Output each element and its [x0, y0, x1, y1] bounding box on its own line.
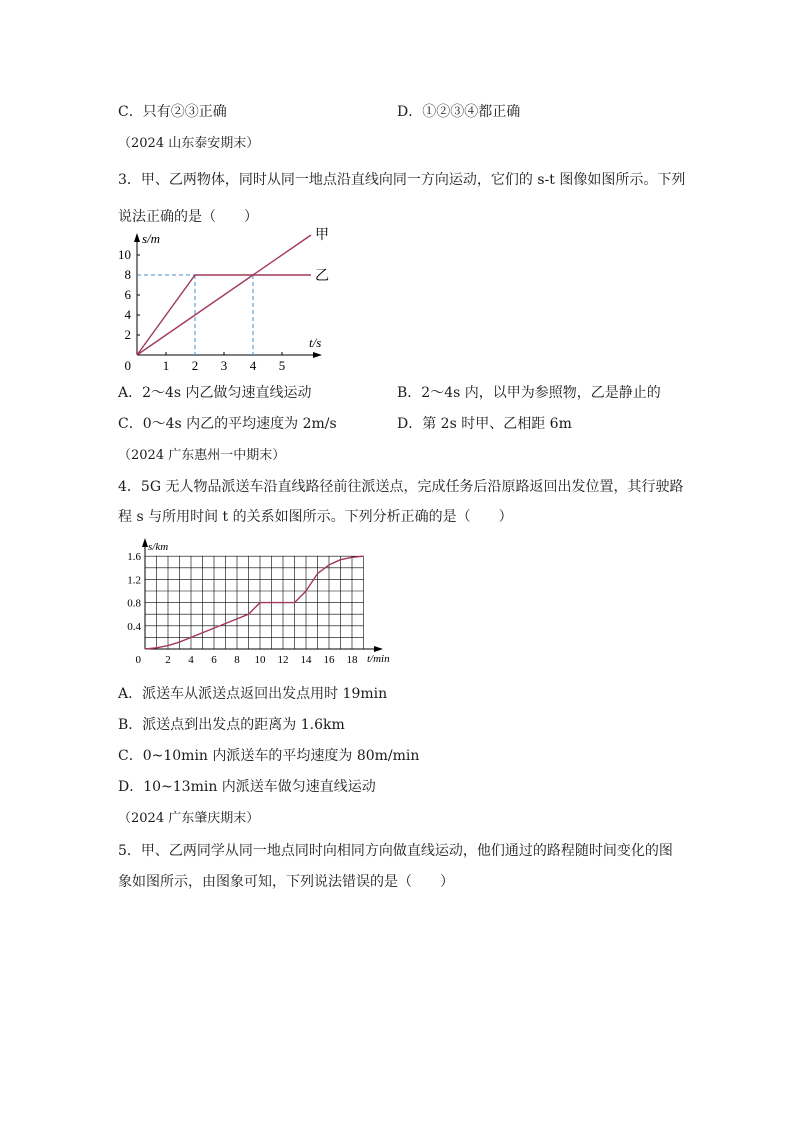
q5-source: （2024 广东肇庆期末）	[118, 811, 260, 826]
x-tick-label: 2	[191, 358, 199, 373]
series-line-yi	[137, 275, 311, 355]
x-tick-label: 5	[278, 358, 286, 373]
q3-option-d: D．第 2s 时甲、乙相距 6m	[397, 416, 572, 432]
q4-option-b: B．派送点到出发点的距离为 1.6km	[118, 717, 345, 733]
q4-source: （2024 广东惠州一中期末）	[118, 448, 286, 463]
q4-option-c: C．0~10min 内派送车的平均速度为 80m/min	[118, 748, 420, 764]
q3-stem-line2: 说法正确的是（ ）	[118, 209, 258, 225]
q3-option-c: C．0～4s 内乙的平均速度为 2m/s	[118, 416, 337, 432]
q5-stem-line1: 5．甲、乙两同学从同一地点同时向相同方向做直线运动，他们通过的路程随时间变化的图	[118, 843, 673, 859]
q4-option-d: D．10~13min 内派送车做匀速直线运动	[118, 779, 376, 795]
series-line-jia	[137, 235, 311, 355]
q2-option-c: C．只有②③正确	[118, 104, 227, 120]
x-tick-label: 2	[165, 654, 171, 666]
y-tick-label: 2	[124, 327, 131, 342]
x-tick-label: 8	[234, 654, 240, 666]
q4-stem-line1: 4．5G 无人物品派送车沿直线路径前往派送点，完成任务后沿原路返回出发位置，其行驶路	[118, 479, 684, 495]
x-axis-label: t/s	[309, 335, 322, 350]
x-tick-label: 6	[211, 654, 217, 666]
x-tick-label: 4	[188, 654, 194, 666]
q3-stem-line1: 3．甲、乙两物体，同时从同一地点沿直线向同一方向运动，它们的 s-t 图像如图所示。下列	[118, 172, 686, 188]
q2-option-d: D．①②③④都正确	[397, 104, 521, 120]
y-tick-label: 0.8	[127, 597, 141, 610]
q3-source: （2024 山东泰安期末）	[118, 136, 260, 151]
q5-stem-line2: 象如图所示，由图象可知，下列说法错误的是（ ）	[118, 874, 454, 890]
y-tick-label: 1.2	[127, 574, 141, 587]
q4-st-chart	[118, 536, 403, 668]
q3-option-b: B．2～4s 内，以甲为参照物，乙是静止的	[397, 385, 661, 401]
x-tick-label: 18	[346, 654, 358, 666]
y-tick-label: 1.6	[127, 551, 141, 564]
x-tick-label: 12	[277, 654, 289, 666]
q3-option-a: A．2～4s 内乙做匀速直线运动	[118, 385, 312, 401]
x-tick-label: 16	[323, 654, 335, 666]
x-tick-label: 1	[162, 358, 170, 373]
y-tick-label: 10	[118, 247, 131, 262]
x-tick-label: 4	[249, 358, 257, 373]
y-axis-label: s/km	[148, 541, 169, 553]
y-tick-label: 0.4	[127, 620, 141, 633]
origin-label: 0	[124, 358, 131, 373]
origin-label: 0	[135, 654, 141, 666]
y-tick-label: 6	[124, 287, 131, 302]
q4-option-a: A．派送车从派送点返回出发点用时 19min	[118, 686, 388, 702]
x-tick-label: 3	[220, 358, 228, 373]
x-axis-arrow	[374, 646, 383, 652]
x-tick-label: 10	[254, 654, 266, 666]
q3-st-chart	[112, 225, 342, 377]
y-axis-label: s/m	[142, 231, 161, 246]
x-axis-label: t/min	[367, 653, 390, 665]
y-tick-label: 8	[124, 267, 131, 282]
y-tick-label: 4	[124, 307, 131, 322]
y-axis-arrow	[134, 233, 140, 242]
series-label-jia: 甲	[315, 228, 329, 243]
x-axis-arrow	[313, 352, 322, 358]
x-tick-label: 14	[300, 654, 312, 666]
q4-stem-line2: 程 s 与所用时间 t 的关系如图所示。下列分析正确的是（ ）	[118, 509, 513, 525]
series-label-yi: 乙	[315, 269, 329, 284]
